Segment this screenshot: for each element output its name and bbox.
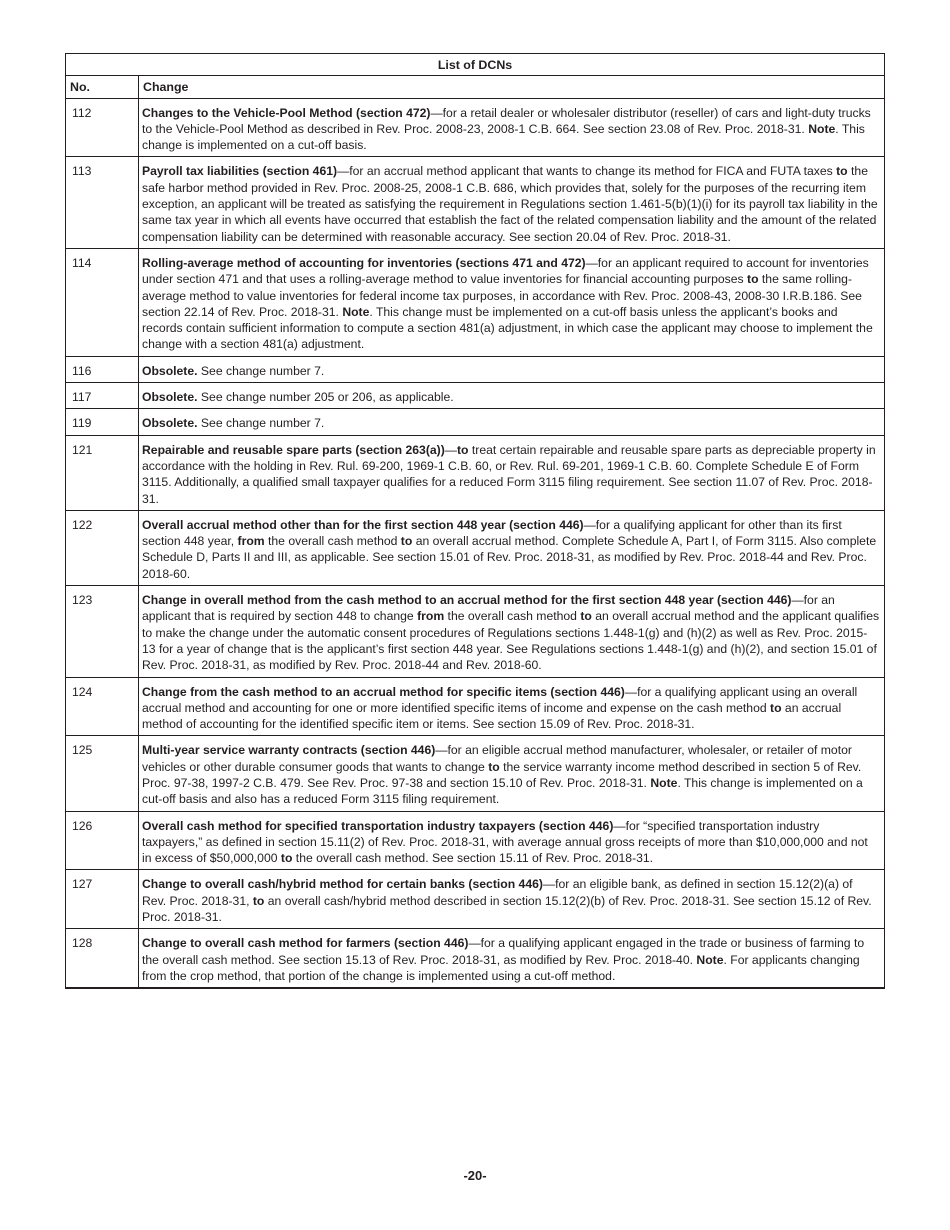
text-segment: —for “specified transportation industry taxpayers,” as defined in section 15.11(2) of Rev. Proc. 2018-31, with average annual gross receipts of more than $10,000,000 and not in excess of $50,000,000 <box>142 818 868 866</box>
bold-text: Rolling-average method of accounting for inventories (sections 471 and 472) <box>142 255 586 270</box>
text-segment: an accrual method of accounting for the identified specific item or items. See section 15.09 of Rev. Proc. 2018-31. <box>142 700 842 732</box>
table-row <box>66 435 885 510</box>
table-row <box>66 383 885 409</box>
text-segment: . This change is implemented on a cut-off basis. <box>142 121 865 153</box>
table-row <box>66 356 885 382</box>
dcn-table <box>65 53 885 989</box>
bold-text: from <box>417 609 445 624</box>
change-description <box>139 929 885 988</box>
dcn-number: 114 <box>66 248 139 356</box>
text-segment: . For applicants changing from the crop method, that portion of the change is implemented using a cut-off method. <box>142 952 860 983</box>
bold-text: to <box>400 534 413 549</box>
dcn-number: 125 <box>66 736 139 811</box>
change-description <box>139 356 885 382</box>
table-row <box>66 510 885 585</box>
dcn-number: 124 <box>66 677 139 736</box>
dcn-number: 121 <box>66 435 139 510</box>
text-segment: treat certain repairable and reusable spare parts as depreciable property in accordance with the holding in Rev. Rul. 69-200, 1969-1 C.B. 60, or Rev. Rul. 69-201, 1969-1 C.B. 60. Complete Schedule E of Form 3115. Additionally, a qualified small taxpayer qualifies for a reduced Form 3115 filing requirement. See section 11.07 of Rev. Proc. 2018-31. <box>142 442 876 506</box>
dcn-number: 116 <box>66 356 139 382</box>
change-description <box>139 383 885 409</box>
text-segment: —for an accrual method applicant that wants to change its method for FICA and FUTA taxes <box>337 164 837 179</box>
text-segment: the overall cash method. See section 15.11 of Rev. Proc. 2018-31. <box>292 851 654 866</box>
bold-text: Repairable and reusable spare parts (section 263(a)) <box>142 442 445 457</box>
text-segment: —for a qualifying applicant for other than its first section 448 year, <box>142 517 842 549</box>
table-row <box>66 98 885 157</box>
text-segment: the service warranty income method described in section 5 of Rev. Proc. 97-38, 1997-2 C.B. 479. See Rev. Proc. 97-38 and section 15.10 of Rev. Proc. 2018-31. <box>142 759 862 790</box>
bold-text: Change from the cash method to an accrual method for specific items (section 446) <box>142 684 625 699</box>
text-segment: the overall cash method <box>444 609 581 624</box>
bold-text: Note <box>808 121 836 136</box>
bold-text: to <box>836 164 848 179</box>
change-description <box>139 435 885 510</box>
dcn-number: 122 <box>66 510 139 585</box>
table-row <box>66 929 885 988</box>
bold-text: to <box>747 272 759 287</box>
text-segment: the same rolling-average method to value inventories for federal income tax purposes, in accordance with Rev. Proc. 2008-43, 2008-30 I.R.B.186. See section 22.14 of Rev. Proc. 2018-31. <box>142 272 862 319</box>
bold-text: Note <box>650 775 678 790</box>
bold-text: Obsolete. <box>142 363 198 378</box>
table-row <box>66 736 885 811</box>
change-description <box>139 157 885 248</box>
text-segment: —for an applicant that is required by section 448 to change <box>142 593 835 624</box>
text-segment: the safe harbor method provided in Rev. Proc. 2008-25, 2008-1 C.B. 686, which provides that, solely for the purposes of the recurring item exception, an applicant will be treated as satisfying the requirement in Regulations section 1.461-5(b)(1)(i) for its payroll tax liability in the same tax year in which all events have occurred that establish the fact of the related compensation liability and the amount of the related compensation liability can be determined with reasonable accuracy. See section 20.04 of Rev. Proc. 2018-31. <box>142 164 878 244</box>
bold-text: Payroll tax liabilities (section 461) <box>142 164 338 179</box>
bold-text: Change to overall cash/hybrid method for certain banks (section 446) <box>142 877 543 892</box>
change-description <box>139 409 885 435</box>
column-header-no: No. <box>66 76 139 98</box>
change-description <box>139 870 885 929</box>
bold-text: from <box>237 534 265 549</box>
column-header-change: Change <box>139 76 885 98</box>
dcn-number: 119 <box>66 409 139 435</box>
text-segment: —for a retail dealer or wholesaler distributor (reseller) of cars and light-duty trucks to the Vehicle-Pool Method as described in Rev. Proc. 2008-23, 2008-1 C.B. 664. See section 23.08 of Rev. Proc. 2018-31. <box>142 105 871 136</box>
text-segment: an overall accrual method and the applicant qualifies to make the change under the automatic consent procedures of Regulations sections 1.448-1(g) and (h)(2) as well as Rev. Proc. 2015-13 for a year of change that is the applicant’s first section 448 year. See Regulations sections 1.448-1(g) and (h)(2), and section 15.01 of Rev. Proc. 2018-31, as modified by Rev. Proc. 2018-44 and Rev. 2018-60. <box>142 609 880 673</box>
dcn-number: 126 <box>66 811 139 870</box>
bold-text: to <box>252 893 265 908</box>
change-description <box>139 586 885 677</box>
text-segment: an overall cash/hybrid method described in section 15.12(2)(b) of Rev. Proc. 2018-31. See section 15.12 of Rev. Proc. 2018-31. <box>142 893 872 925</box>
change-description <box>139 811 885 870</box>
bold-text: to <box>580 609 592 624</box>
text-segment: See change number 7. <box>197 416 325 431</box>
change-description <box>139 98 885 157</box>
bold-text: Multi-year service warranty contracts (section 446) <box>142 743 436 758</box>
table-body <box>66 98 885 988</box>
change-description <box>139 736 885 811</box>
table-caption: List of DCNs <box>66 54 885 76</box>
dcn-number: 123 <box>66 586 139 677</box>
bold-text: to <box>488 759 500 774</box>
dcn-number: 112 <box>66 98 139 157</box>
table-row <box>66 248 885 356</box>
bold-text: Change to overall cash method for farmers (section 446) <box>142 936 469 951</box>
text-segment: — <box>444 442 457 457</box>
text-segment: —for an applicant required to account for inventories under section 471 and that uses a rolling-average method to value inventories for financial accounting purposes <box>142 255 869 287</box>
text-segment: —for an eligible bank, as defined in section 15.12(2)(a) of Rev. Proc. 2018-31, <box>142 877 853 908</box>
table-row <box>66 157 885 248</box>
table-row <box>66 677 885 736</box>
dcn-number: 127 <box>66 870 139 929</box>
change-description <box>139 248 885 356</box>
bold-text: Obsolete. <box>142 390 198 405</box>
bold-text: to <box>770 700 782 715</box>
text-segment: See change number 205 or 206, as applicable. <box>197 390 454 405</box>
table-row <box>66 409 885 435</box>
text-segment: See change number 7. <box>197 363 325 378</box>
bold-text: Overall accrual method other than for the first section 448 year (section 446) <box>142 517 584 532</box>
dcn-number: 113 <box>66 157 139 248</box>
table-row <box>66 811 885 870</box>
text-segment: —for an eligible accrual method manufacturer, wholesaler, or retailer of motor vehicles or other durable consumer goods that wants to change <box>142 743 852 774</box>
dcn-number: 128 <box>66 929 139 988</box>
text-segment: —for a qualifying applicant engaged in the trade or business of farming to the overall cash method. See section 15.13 of Rev. Proc. 2018-31, as modified by Rev. Proc. 2018-40. <box>142 936 865 967</box>
bold-text: Note <box>696 952 724 967</box>
bold-text: Overall cash method for specified transportation industry taxpayers (section 446) <box>142 818 614 833</box>
text-segment: the overall cash method <box>264 534 401 549</box>
text-segment: an overall accrual method. Complete Schedule A, Part I, of Form 3115. Also complete Schedule D, Parts II and III, as applicable. See section 15.01 of Rev. Proc. 2018-31, as modified by Rev. Proc. 2018-44 and Rev. Proc. 2018-60. <box>142 534 877 581</box>
text-segment: . This change is implemented on a cut-off basis and also has a reduced Form 3115 filing requirement. <box>142 775 863 807</box>
text-segment: —for a qualifying applicant using an overall accrual method and accounting for one or more identified specific items of income and expense on the cash method <box>142 684 858 715</box>
change-description <box>139 510 885 585</box>
bold-text: to <box>456 442 469 457</box>
change-description <box>139 677 885 736</box>
text-segment: . This change must be implemented on a cut-off basis unless the applicant’s books and records contain sufficient information to compute a section 481(a) adjustment, in which case the applicant may choose to implement the change with a section 481(a) adjustment. <box>142 304 873 352</box>
bold-text: Obsolete. <box>142 416 198 431</box>
bold-text: Change in overall method from the cash method to an accrual method for the first section 448 year (section 446) <box>142 593 792 608</box>
bold-text: to <box>280 851 293 866</box>
table-row <box>66 870 885 929</box>
table-row <box>66 586 885 677</box>
page-number: -20- <box>463 1168 487 1183</box>
dcn-number: 117 <box>66 383 139 409</box>
bold-text: Note <box>342 304 370 319</box>
bold-text: Changes to the Vehicle-Pool Method (section 472) <box>142 105 431 120</box>
